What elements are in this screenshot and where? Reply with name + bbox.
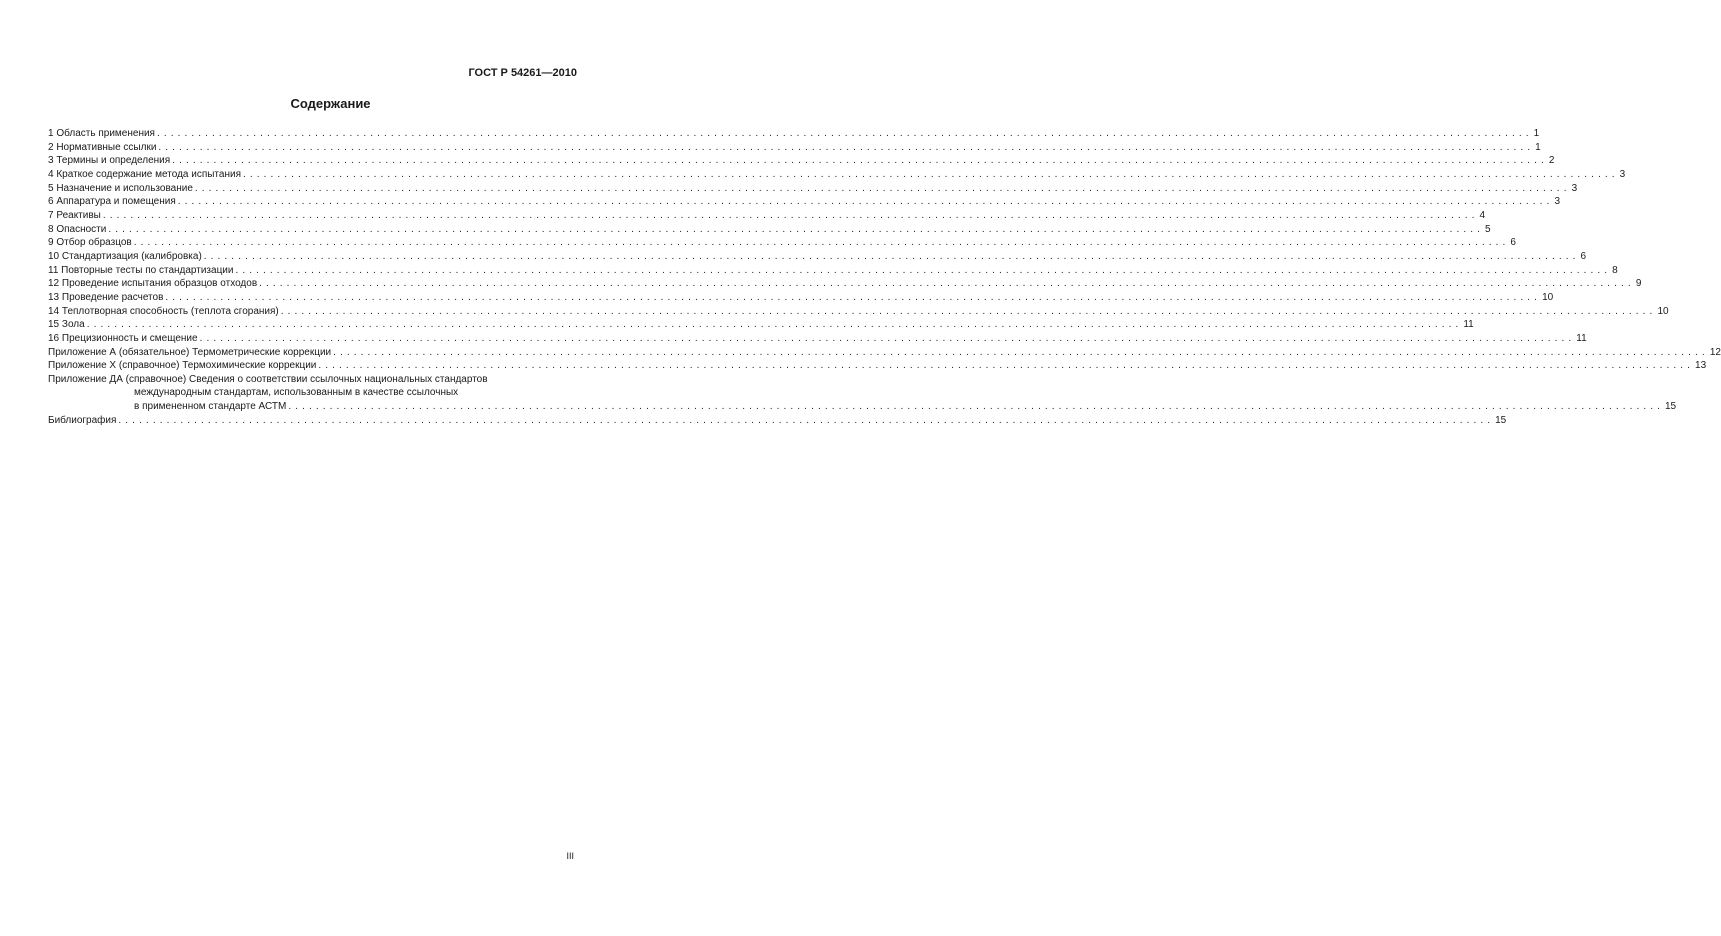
toc-entry-page: 3: [1571, 182, 1578, 194]
toc-entry[interactable]: [48, 291, 1554, 305]
toc-title: Содержание: [290, 96, 371, 111]
toc-entry[interactable]: [48, 168, 1626, 182]
toc-entry-page: 10: [1657, 305, 1669, 317]
toc-entry-label: 8 Опасности: [48, 223, 107, 235]
toc-entry-label: 5 Назначение и использование: [48, 182, 193, 194]
toc-entry-label: 1 Область применения: [48, 128, 155, 139]
toc-entry[interactable]: [48, 359, 1707, 373]
toc-entry[interactable]: [48, 182, 1578, 196]
toc-entry-label: 12 Проведение испытания образцов отходов: [48, 278, 258, 290]
toc-leader-dots: ........................................................................................................................................................................................................: [86, 319, 1463, 331]
toc-entry-label: 14 Теплотворная способность (теплота сгорания): [48, 305, 279, 317]
toc-entry[interactable]: [48, 305, 1669, 319]
toc-entry-page: 1: [1533, 128, 1540, 139]
toc-entry-page: 1: [1535, 141, 1541, 153]
toc-entry[interactable]: [48, 209, 1486, 223]
toc-leader-dots: ........................................................................................................................................................................................................: [235, 264, 1612, 276]
toc-leader-dots: ........................................................................................................................................................................................................: [156, 128, 1533, 139]
toc-leader-dots: ........................................................................................................................................................................................................: [194, 182, 1571, 194]
toc-entry-page: 4: [1479, 209, 1486, 221]
toc-entry[interactable]: [48, 277, 1642, 291]
toc-entry[interactable]: [48, 318, 1474, 332]
toc-leader-dots: ........................................................................................................................................................................................................: [165, 291, 1542, 303]
toc-entry-page: 11: [1463, 319, 1474, 331]
toc-entry-page: 15: [1664, 401, 1677, 413]
toc-leader-dots: ........................................................................................................................................................................................................: [133, 237, 1510, 249]
toc-entry-page: 3: [1554, 196, 1560, 208]
toc-entry-page: 9: [1635, 278, 1642, 290]
toc-leader-dots: ........................................................................................................................................................................................................: [242, 168, 1619, 180]
toc-entry[interactable]: [48, 223, 1491, 237]
toc-leader-dots: ........................................................................................................................................................................................................: [280, 305, 1657, 317]
toc-leader-dots: ........................................................................................................................................................................................................: [118, 414, 1495, 426]
toc-entry[interactable]: [48, 127, 1540, 141]
toc-leader-dots: ........................................................................................................................................................................................................: [259, 278, 1635, 290]
toc-entry-page: 8: [1612, 264, 1618, 276]
toc-entry-label: 3 Термины и определения: [48, 155, 171, 167]
toc-entry-appendix-da-line3[interactable]: [48, 400, 1677, 414]
toc-entry-label: 4 Краткое содержание метода испытания: [48, 168, 241, 180]
toc-entry[interactable]: [48, 236, 1516, 250]
toc-entry-page: 15: [1495, 414, 1507, 426]
toc-leader-dots: ........................................................................................................................................................................................................: [172, 155, 1548, 167]
toc-leader-dots: ........................................................................................................................................................................................................: [158, 141, 1535, 153]
toc-entry-label: 2 Нормативные ссылки: [48, 141, 157, 153]
toc-entry-label: 6 Аппаратура и помещения: [48, 196, 176, 208]
toc-entry-page: 6: [1510, 237, 1516, 249]
toc-leader-dots: ........................................................................................................................................................................................................: [102, 209, 1479, 221]
toc-entry[interactable]: [48, 141, 1541, 155]
toc-entry-page: 10: [1542, 291, 1554, 303]
page-number: III: [566, 851, 574, 861]
toc-leader-dots: ........................................................................................................................................................................................................: [333, 346, 1709, 358]
toc-leader-dots: ........................................................................................................................................................................................................: [199, 332, 1576, 344]
toc-entry-page: 3: [1619, 168, 1626, 180]
toc-entry-label: 10 Стандартизация (калибровка): [48, 250, 202, 262]
table-of-contents: [48, 127, 1721, 427]
toc-entry[interactable]: [48, 154, 1555, 168]
toc-entry-label: Приложение А (обязательное) Термометрические коррекции: [48, 346, 332, 358]
toc-entry-label: 13 Проведение расчетов: [48, 291, 164, 303]
toc-entry-page: 11: [1576, 332, 1587, 344]
toc-entry-page: 2: [1548, 155, 1555, 167]
document-code: ГОСТ Р 54261—2010: [468, 67, 577, 79]
toc-entry-page: 12: [1709, 346, 1721, 358]
toc-entry[interactable]: [48, 346, 1721, 360]
toc-leader-dots: ........................................................................................................................................................................................................: [108, 223, 1485, 235]
toc-entry[interactable]: [48, 250, 1587, 264]
toc-entry-label: Приложение Х (справочное) Термохимические коррекции: [48, 360, 317, 372]
toc-entry-page: 13: [1695, 360, 1707, 372]
toc-entry-label: 9 Отбор образцов: [48, 237, 132, 249]
toc-leader-dots: ........................................................................................................................................................................................................: [318, 360, 1695, 372]
toc-leader-dots: ........................................................................................................................................................................................................: [203, 250, 1580, 262]
toc-entry-bibliography[interactable]: [48, 414, 1507, 428]
toc-entry-label: 11 Повторные тесты по стандартизации: [48, 264, 234, 276]
toc-leader-dots: ........................................................................................................................................................................................................: [177, 196, 1554, 208]
toc-entry[interactable]: [48, 195, 1560, 209]
toc-entry-label: Библиография: [48, 414, 117, 426]
toc-entry-page: 6: [1580, 250, 1587, 262]
toc-entry-appendix-da[interactable]: [48, 373, 583, 387]
toc-entry-label: 7 Реактивы: [48, 209, 101, 221]
toc-entry-label: Приложение ДА (справочное) Сведения о соответствии ссылочных национальных стандартов: [48, 373, 488, 385]
toc-entry[interactable]: [48, 264, 1618, 278]
toc-entry-appendix-da-line2: [48, 386, 583, 400]
toc-leader-dots: ........................................................................................................................................................................................................: [288, 401, 1664, 413]
toc-entry-label: международным стандартам, использованным в качестве ссылочных: [134, 387, 459, 399]
toc-entry-label: 15 Зола: [48, 319, 85, 331]
toc-entry-label: 16 Прецизионность и смещение: [48, 332, 198, 344]
toc-entry-label: в примененном стандарте АСТМ: [134, 401, 287, 413]
toc-entry-page: 5: [1485, 223, 1491, 235]
toc-entry[interactable]: [48, 332, 1587, 346]
